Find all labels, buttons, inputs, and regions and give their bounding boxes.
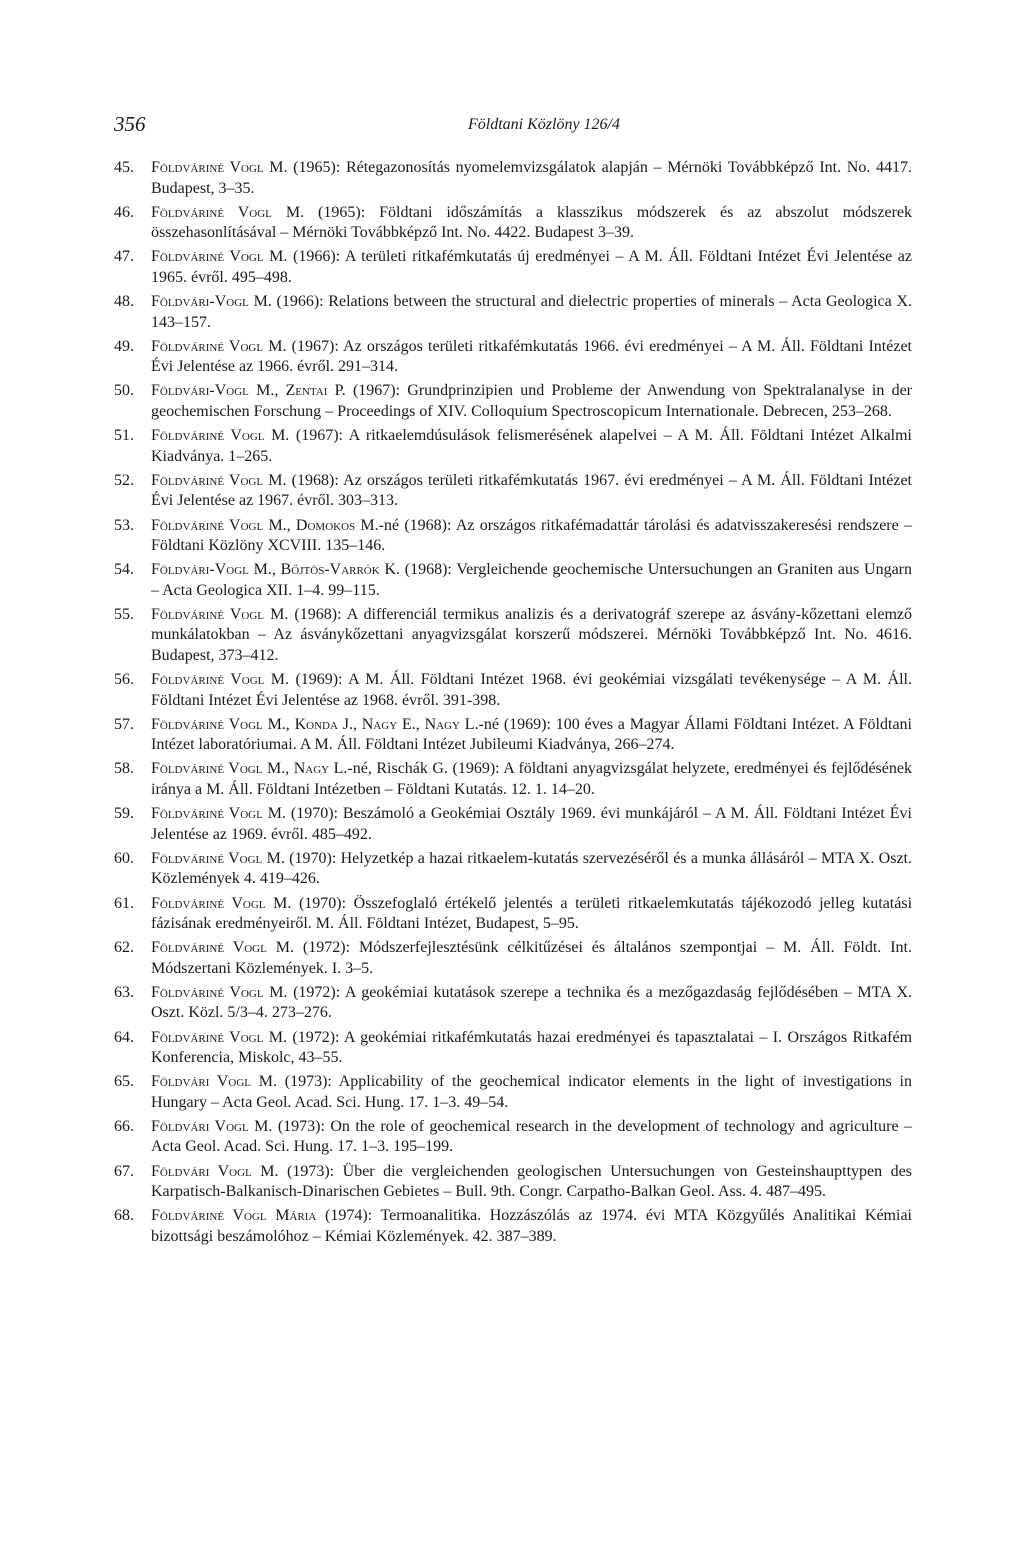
reference-number: 63. bbox=[114, 983, 134, 1001]
reference-authors: Földváriné Vogl Mária bbox=[151, 1207, 317, 1225]
reference-text: (1967): Az országos területi ritkafémkutatás 1966. évi eredményei – A M. Áll. Földtani Intézet Évi Jelentése az 1966. évről. 291–314. bbox=[151, 337, 913, 376]
reference-text: (1967): A ritkaelemdúsulások felismerésének alapelvei – A M. Áll. Földtani Intézet Alkalmi Kiadványa. 1–265. bbox=[151, 427, 913, 465]
reference-entry bbox=[114, 292, 912, 333]
reference-entry bbox=[114, 426, 912, 467]
reference-number: 56. bbox=[114, 671, 134, 689]
reference-text: (1974): Termoanalitika. Hozzászólás az 1974. évi MTA Közgyűlés Analitikai Kémiai bizottsági beszámolóhoz – Kémiai Közlemények. 42. 387–389. bbox=[151, 1207, 912, 1245]
reference-number: 48. bbox=[114, 293, 134, 311]
reference-text: (1970): Beszámoló a Geokémiai Osztály 1969. évi munkájáról – A M. Áll. Földtani Intézet Évi Jelentése az 1969. évről. 485–492. bbox=[151, 805, 912, 843]
reference-number: 60. bbox=[114, 849, 134, 867]
reference-entry bbox=[114, 1162, 912, 1203]
reference-number: 67. bbox=[114, 1162, 134, 1180]
reference-entry bbox=[114, 1072, 912, 1113]
reference-number: 68. bbox=[114, 1207, 134, 1225]
reference-number: 49. bbox=[114, 337, 134, 355]
reference-text: (1965): Földtani időszámítás a klasszikus módszerek és az abszolut módszerek összehasonlításával – Mérnöki Továbbképző Int. No. 4422. Budapest 3–39. bbox=[151, 203, 912, 242]
reference-number: 59. bbox=[114, 805, 134, 823]
reference-entry bbox=[114, 158, 912, 199]
reference-authors: Földváriné Vogl M. bbox=[151, 894, 292, 912]
reference-entry bbox=[114, 471, 912, 512]
reference-authors: Földvári-Vogl M. bbox=[151, 293, 272, 311]
reference-text: (1966): A területi ritkafémkutatás új eredményei – A M. Áll. Földtani Intézet Évi Jelentése az 1965. évről. 495–498. bbox=[151, 248, 913, 286]
reference-authors: Földvári Vogl M. bbox=[151, 1117, 273, 1135]
reference-authors: Földváriné Vogl M. bbox=[151, 337, 287, 355]
reference-text: (1965): Rétegazonosítás nyomelemvizsgálatok alapján – Mérnöki Továbbképző Int. No. 4417. Budapest, 3–35. bbox=[151, 159, 912, 197]
reference-entry bbox=[114, 337, 912, 378]
reference-number: 54. bbox=[114, 561, 134, 579]
running-head bbox=[114, 112, 914, 142]
reference-text: (1968): A differenciál termikus analizis és a derivatográf szerepe az ásvány-kőzettani elemző munkálatokban – Az ásványkőzettani anyagvizsgálat korszerű módszerei. Mérnöki Továbbképző Int. No. 4616. Budapest, 373–412. bbox=[151, 605, 912, 664]
reference-text: -né (1968): Az országos ritkafémadattár tárolási és adatvisszakeresési rendszere – Földtani Közlöny XCVIII. 135–146. bbox=[151, 516, 912, 554]
reference-entry bbox=[114, 715, 912, 756]
reference-entry bbox=[114, 670, 912, 711]
reference-entry bbox=[114, 560, 912, 601]
reference-entry bbox=[114, 849, 912, 890]
reference-authors: Földváriné Vogl M. bbox=[151, 1028, 287, 1046]
reference-number: 45. bbox=[114, 159, 134, 176]
reference-authors: Földváriné Vogl M. bbox=[151, 203, 305, 221]
reference-number: 55. bbox=[114, 605, 134, 623]
reference-entry bbox=[114, 804, 912, 845]
reference-text: (1968): Az országos területi ritkafémkutatás 1967. évi eredményei – A M. Áll. Földtani Intézet Évi Jelentése az 1967. évről. 303–313. bbox=[151, 471, 913, 510]
reference-text: (1967): Grundprinzipien und Probleme der Anwendung von Spektralanalyse in der geochemischen Forschung – Proceedings of XIV. Colloquium Spectroscopicum Internationale. Debrecen, 253–268. bbox=[151, 382, 912, 420]
reference-authors: Földváriné Vogl M. bbox=[151, 427, 290, 445]
reference-text: (1973): On the role of geochemical research in the development of technology and agriculture – Acta Geol. Acad. Sci. Hung. 17. 1–3. 195–199. bbox=[151, 1117, 912, 1156]
reference-list bbox=[114, 158, 912, 1251]
reference-entry bbox=[114, 894, 912, 935]
reference-text: (1973): Über die vergleichenden geologischen Untersuchungen von Gesteinshaupttypen des Karpatisch-Balkanisch-Dinarischen Gebietes – Bull. 9th. Congr. Carpatho-Balkan Geol. Ass. 4. 487–495. bbox=[151, 1162, 912, 1201]
reference-authors: Földváriné Vogl M. bbox=[151, 805, 286, 823]
reference-entry bbox=[114, 381, 912, 422]
reference-authors: Földváriné Vogl M. bbox=[151, 849, 285, 867]
reference-authors: Földváriné Vogl M. bbox=[151, 671, 290, 689]
reference-authors: Földvári-Vogl M., Zentai P. bbox=[151, 382, 346, 400]
reference-text: (1972): A geokémiai ritkafémkutatás hazai eredményei és tapasztalatai – I. Országos Ritkafém Konferencia, Miskolc, 43–55. bbox=[151, 1028, 913, 1067]
reference-text: -né, Rischák G. (1969): A földtani anyagvizsgálat helyzete, eredményei és fejlődésének iránya a M. Áll. Földtani Intézetben – Földtani Kutatás. 12. 1. 14–20. bbox=[151, 760, 912, 798]
reference-text: -né (1969): 100 éves a Magyar Állami Földtani Intézet. A Földtani Intézet laboratóriumai. A M. Áll. Földtani Intézet Jubileumi Kiadványa, 266–274. bbox=[151, 715, 912, 754]
reference-authors: Földvári Vogl M. bbox=[151, 1162, 279, 1180]
reference-authors: Földváriné Vogl M. bbox=[151, 605, 289, 623]
reference-number: 51. bbox=[114, 427, 134, 445]
reference-authors: Földváriné Vogl M. bbox=[151, 248, 288, 266]
reference-entry bbox=[114, 759, 912, 800]
journal-title: Földtani Közlöny 126/4 bbox=[468, 116, 620, 133]
reference-entry bbox=[114, 1028, 912, 1069]
reference-number: 50. bbox=[114, 382, 134, 400]
reference-authors: Földváriné Vogl M. bbox=[151, 471, 287, 489]
reference-entry bbox=[114, 516, 912, 557]
reference-text: (1970): Helyzetkép a hazai ritkaelem-kutatás szervezéséről és a munka állásáról – MTA X. Oszt. Közlemények 4. 419–426. bbox=[151, 849, 912, 888]
page-number: 356 bbox=[114, 112, 146, 136]
reference-entry bbox=[114, 203, 912, 244]
reference-authors: Földváriné Vogl M. bbox=[151, 159, 288, 176]
reference-number: 46. bbox=[114, 203, 134, 221]
reference-authors: Földváriné Vogl M. bbox=[151, 983, 288, 1001]
reference-entry bbox=[114, 247, 912, 288]
reference-number: 47. bbox=[114, 248, 134, 266]
reference-number: 62. bbox=[114, 939, 134, 957]
reference-entry bbox=[114, 1206, 912, 1247]
reference-number: 65. bbox=[114, 1073, 134, 1091]
reference-authors: Földvári-Vogl M., Bőjtös-Varrók K. bbox=[151, 561, 401, 579]
reference-number: 61. bbox=[114, 894, 134, 912]
reference-entry bbox=[114, 938, 912, 979]
reference-number: 58. bbox=[114, 760, 134, 778]
reference-number: 52. bbox=[114, 471, 134, 489]
reference-number: 66. bbox=[114, 1117, 134, 1135]
reference-number: 64. bbox=[114, 1028, 134, 1046]
reference-authors: Földváriné Vogl M., Konda J., Nagy E., Nagy L. bbox=[151, 715, 479, 733]
reference-number: 53. bbox=[114, 516, 134, 534]
reference-entry bbox=[114, 605, 912, 667]
reference-authors: Földváriné Vogl M., Nagy L. bbox=[151, 760, 348, 778]
reference-number: 57. bbox=[114, 715, 134, 733]
reference-text: (1973): Applicability of the geochemical indicator elements in the light of investigations in Hungary – Acta Geol. Acad. Sci. Hung. 17. 1–3. 49–54. bbox=[151, 1073, 912, 1111]
reference-text: (1966): Relations between the structural and dielectric properties of minerals – Acta Geologica X. 143–157. bbox=[151, 293, 913, 331]
reference-authors: Földváriné Vogl M. bbox=[151, 939, 294, 957]
reference-text: (1968): Vergleichende geochemische Untersuchungen an Graniten aus Ungarn – Acta Geologica XII. 1–4. 99–115. bbox=[151, 561, 913, 599]
reference-authors: Földváriné Vogl M., Domokos M. bbox=[151, 516, 379, 534]
reference-entry bbox=[114, 983, 912, 1024]
reference-entry bbox=[114, 1117, 912, 1158]
reference-text: (1969): A M. Áll. Földtani Intézet 1968. évi geokémiai vizsgálati tevékenysége – A M. Áll. Földtani Intézet Évi Jelentése az 1968. évről. 391-398. bbox=[151, 671, 913, 709]
reference-text: (1972): A geokémiai kutatások szerepe a technika és a mezőgazdaság fejlődésében – MTA X. Oszt. Közl. 5/3–4. 273–276. bbox=[151, 983, 912, 1022]
reference-text: (1970): Összefoglaló értékelő jelentés a területi ritkaelemkutatás tájékozodó jelleg kutatási fázisának eredményeiről. M. Áll. Földtani Intézet, Budapest, 5–95. bbox=[151, 894, 913, 932]
reference-text: (1972): Módszerfejlesztésünk célkitűzései és általános szempontjai – M. Áll. Földt. Int. Módszertani Közlemények. I. 3–5. bbox=[151, 939, 912, 977]
reference-authors: Földvári Vogl M. bbox=[151, 1073, 278, 1091]
